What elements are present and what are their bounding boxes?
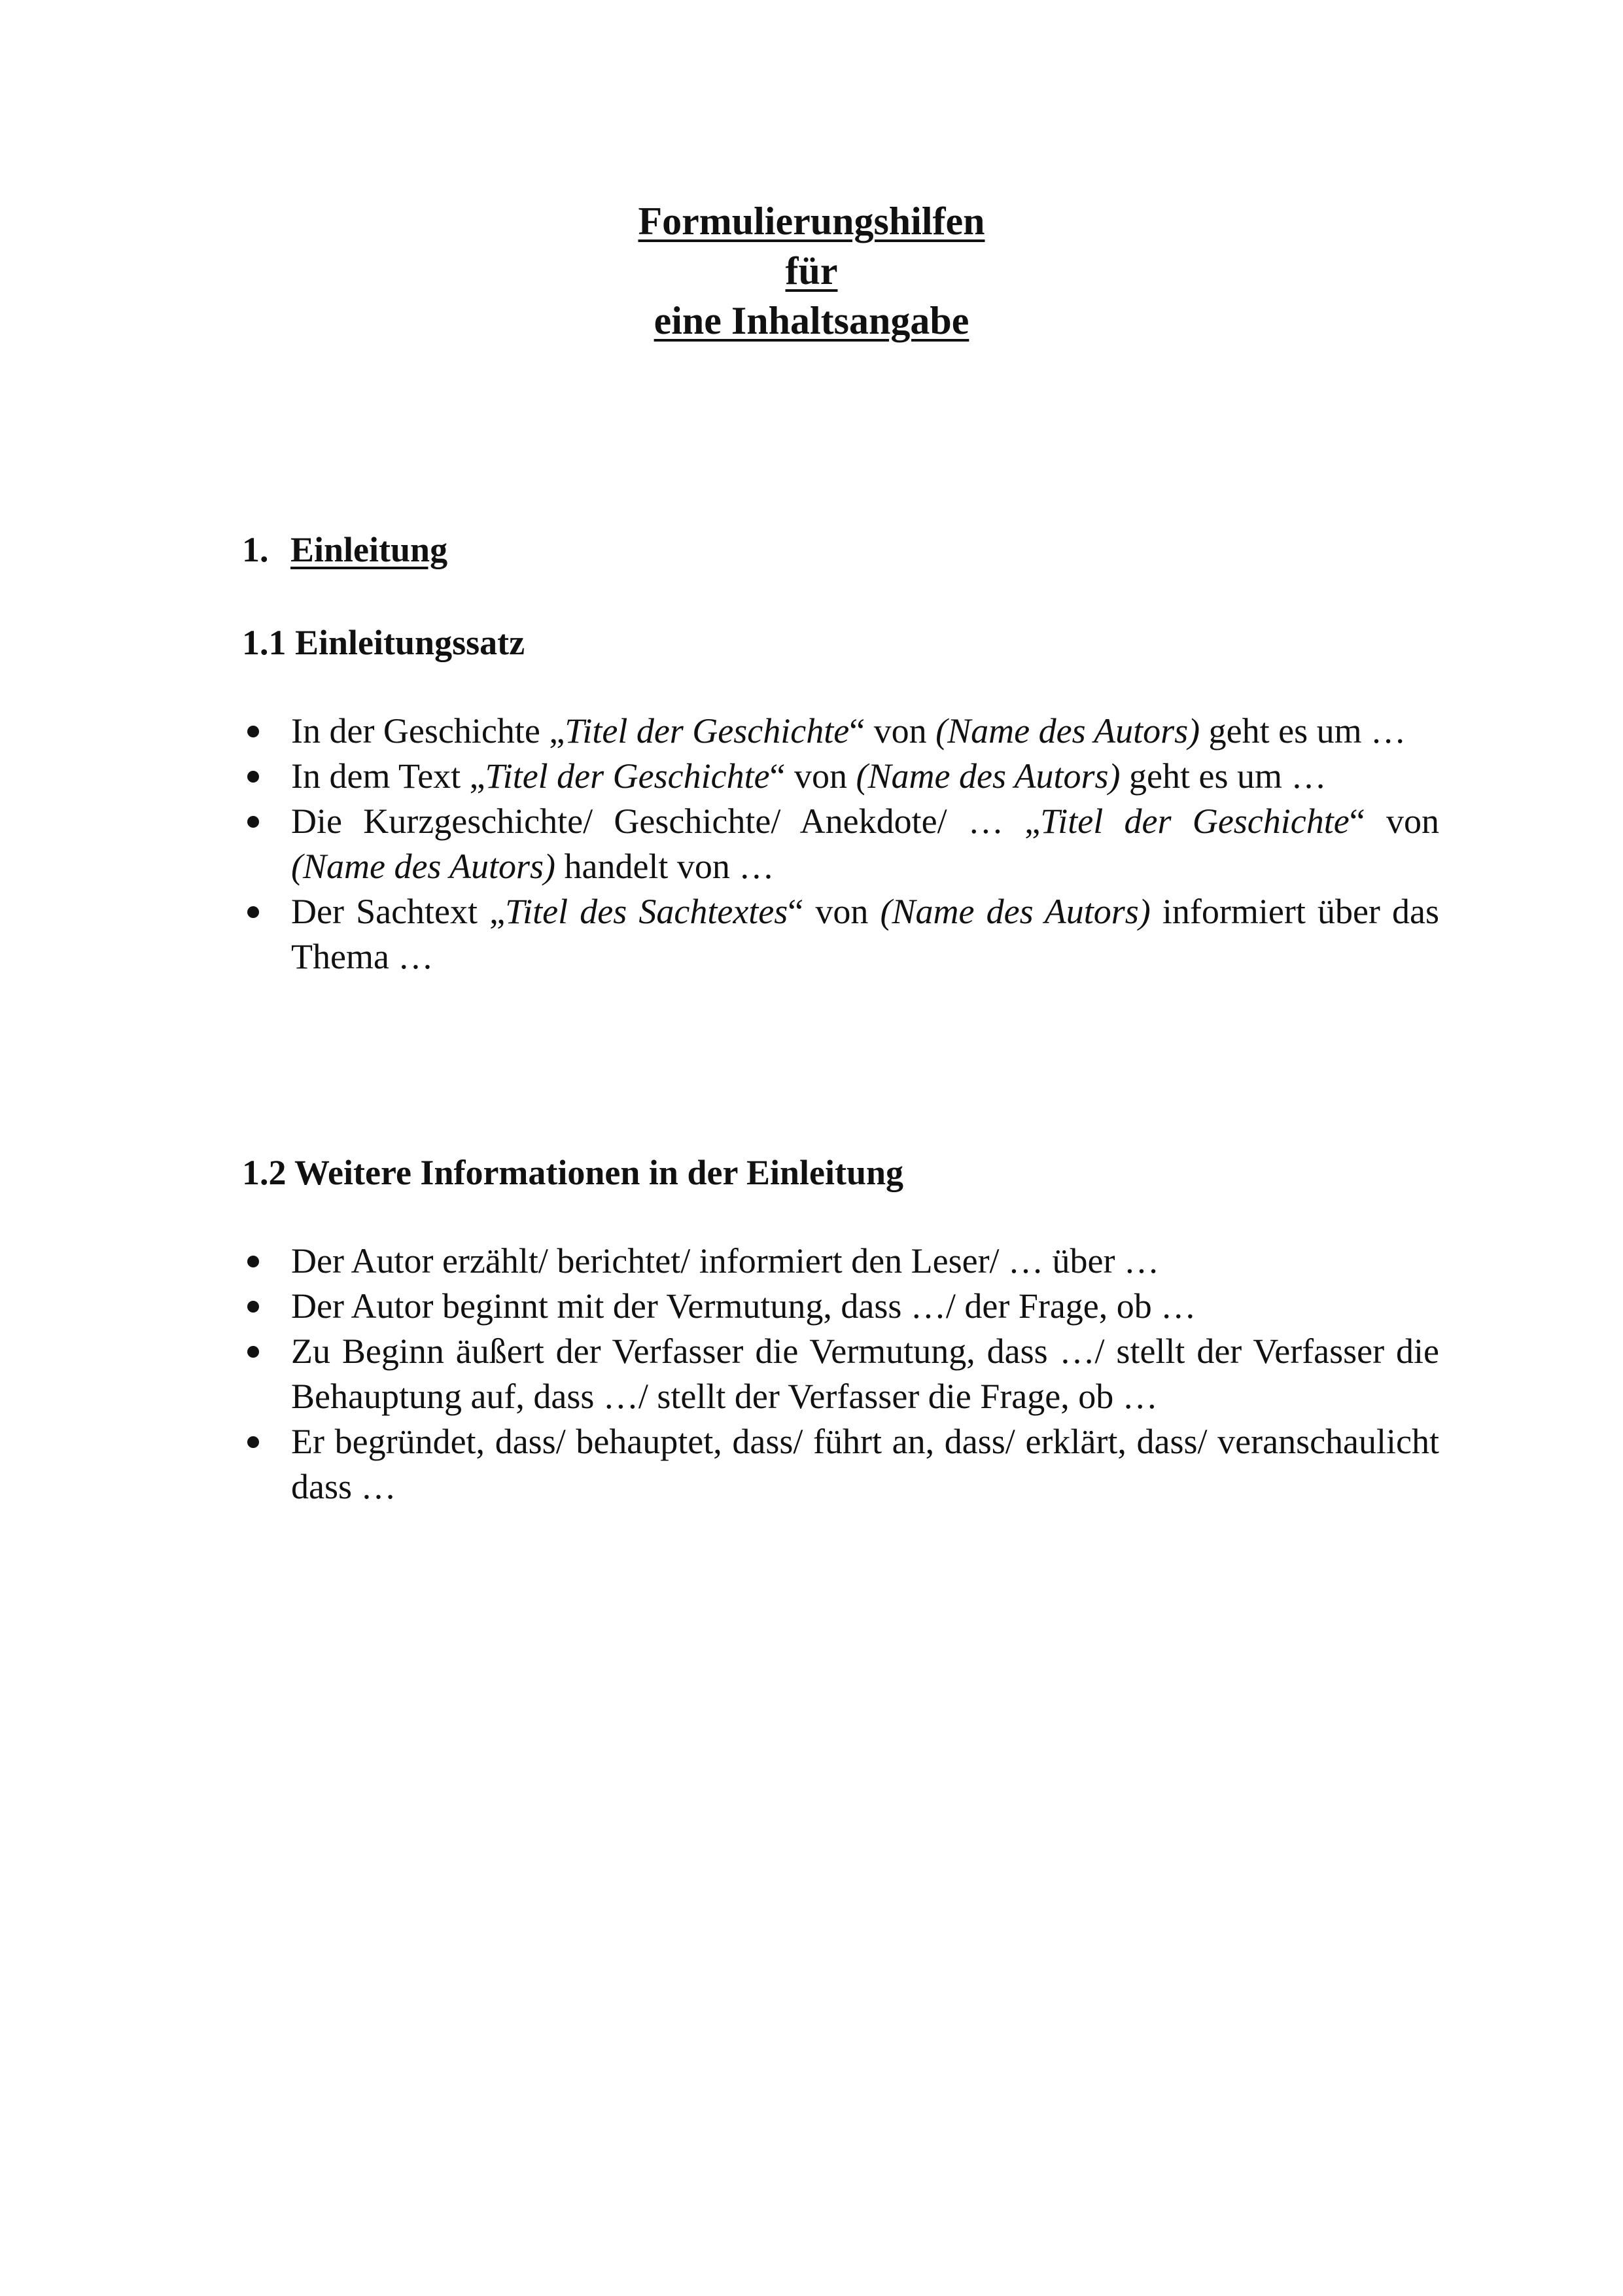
bullet-icon (247, 816, 259, 828)
bullet-icon (247, 726, 259, 737)
list-item: Zu Beginn äußert der Verfasser die Vermutung, dass …/ stellt der Verfasser die Behauptung auf, dass …/ stellt der Verfasser die Frage, ob … (242, 1329, 1439, 1419)
list-item: Der Autor beginnt mit der Vermutung, dass …/ der Frage, ob … (242, 1284, 1439, 1329)
section-1-1-list (242, 709, 1439, 980)
list-item: Die Kurzgeschichte/ Geschichte/ Anekdote/ … „Titel der Geschichte“ von (Name des Autors) handelt von … (242, 799, 1439, 889)
section-1-2-heading: 1.2 Weitere Informationen in der Einleitung (242, 1153, 904, 1192)
title-line-3: eine Inhaltsangabe (654, 299, 969, 342)
document-title (0, 196, 1623, 345)
bullet-icon (247, 1256, 259, 1267)
section-1-label: Einleitung (290, 530, 448, 569)
bullet-icon (247, 1436, 259, 1448)
list-item: Der Autor erzählt/ berichtet/ informiert den Leser/ … über … (242, 1239, 1439, 1284)
section-1-number: 1. (242, 530, 269, 569)
title-line-2: für (785, 249, 838, 292)
list-item: In der Geschichte „Titel der Geschichte“ von (Name des Autors) geht es um … (242, 709, 1439, 754)
list-item: Der Sachtext „Titel des Sachtextes“ von (Name des Autors) informiert über das Thema … (242, 889, 1439, 980)
list-item: In dem Text „Titel der Geschichte“ von (Name des Autors) geht es um … (242, 754, 1439, 799)
list-item: Er begründet, dass/ behauptet, dass/ führt an, dass/ erklärt, dass/ veranschaulicht dass … (242, 1419, 1439, 1510)
section-1-1-heading: 1.1 Einleitungssatz (242, 623, 525, 662)
bullet-icon (247, 1301, 259, 1313)
title-line-1: Formulierungshilfen (638, 200, 985, 243)
bullet-icon (247, 771, 259, 783)
bullet-icon (247, 906, 259, 918)
section-1-heading (242, 529, 447, 571)
section-1-2-list (242, 1239, 1439, 1510)
bullet-icon (247, 1346, 259, 1358)
